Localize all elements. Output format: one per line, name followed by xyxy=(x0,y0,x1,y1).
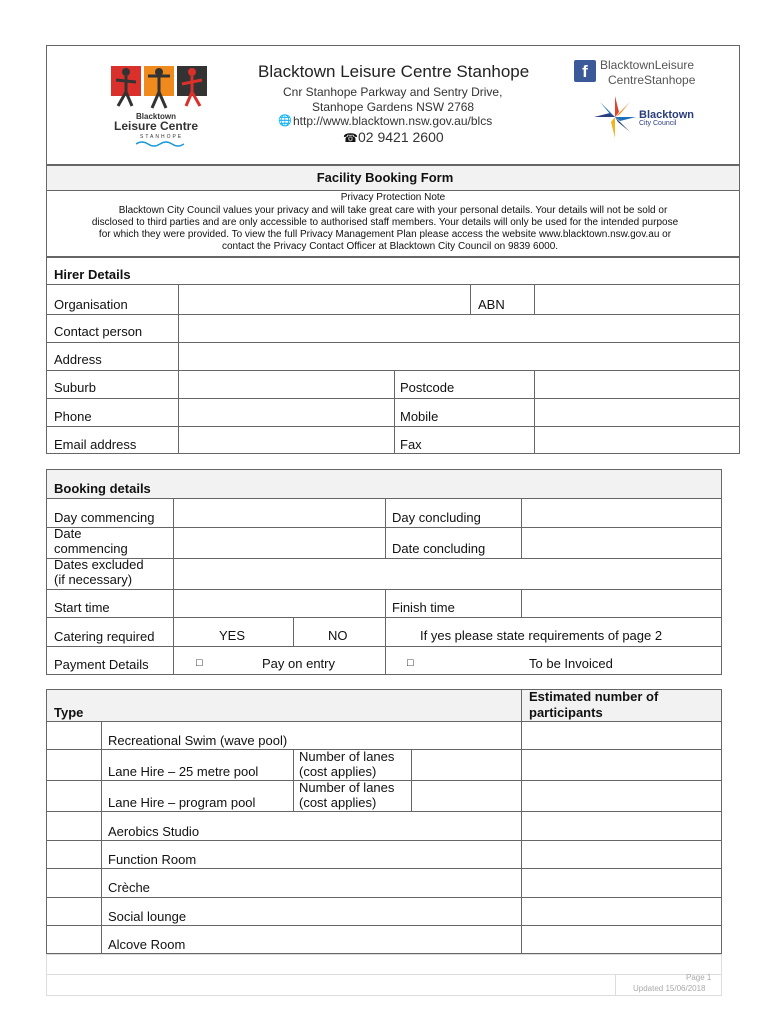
participants-function-room[interactable] xyxy=(522,841,721,868)
globe-icon: 🌐 xyxy=(278,115,292,127)
address-label: Address xyxy=(54,352,102,367)
date-commencing-label-1: Date xyxy=(54,526,82,541)
privacy-line-4: contact the Privacy Contact Officer at Blacktown City Council on 9839 6000. xyxy=(221,241,559,252)
lanes-label-program-1: Number of lanes xyxy=(299,780,395,795)
type-row-function-room: Function Room xyxy=(108,852,197,867)
type-row-aerobics: Aerobics Studio xyxy=(108,824,200,839)
start-time-label: Start time xyxy=(54,600,110,615)
privacy-line-3: for which they were provided. To view the full Privacy Management Plan please access the website www.blacktown.nsw.gov.au or xyxy=(98,229,672,240)
abn-field[interactable] xyxy=(535,285,739,314)
logo-line-2: Leisure Centre xyxy=(114,119,199,133)
day-concluding-label: Day concluding xyxy=(392,510,481,525)
type-select-creche[interactable] xyxy=(47,869,101,897)
pay-on-entry-label: Pay on entry xyxy=(262,656,335,671)
to-be-invoiced-checkbox[interactable]: □ xyxy=(407,657,414,669)
organisation-label: Organisation xyxy=(54,297,128,312)
contact-person-field[interactable] xyxy=(179,315,739,342)
logo-figures-icon xyxy=(108,62,210,114)
finish-time-field[interactable] xyxy=(522,590,721,617)
day-concluding-field[interactable] xyxy=(522,499,721,527)
participants-alcove-room[interactable] xyxy=(522,926,721,954)
payment-label: Payment Details xyxy=(54,657,149,672)
date-commencing-label-2: commencing xyxy=(54,541,128,556)
footer-divider xyxy=(46,974,722,975)
lanes-field-25[interactable] xyxy=(412,750,521,780)
privacy-line-2: disclosed to third parties and are only accessible to authorised staff members. Your details will only be used for the intended purpose xyxy=(91,217,679,228)
date-commencing-field[interactable] xyxy=(174,528,385,558)
dates-excluded-label-1: Dates excluded xyxy=(54,557,144,572)
email-label: Email address xyxy=(54,437,137,452)
council-name-1: Blacktown xyxy=(639,109,695,121)
mobile-field[interactable] xyxy=(535,399,739,426)
fax-label: Fax xyxy=(400,437,422,452)
lanes-label-25-1: Number of lanes xyxy=(299,749,395,764)
email-field[interactable] xyxy=(179,427,394,454)
logo-wave-icon xyxy=(136,140,184,148)
form-title: Facility Booking Form xyxy=(316,170,454,185)
footer-box xyxy=(46,954,722,996)
centre-address-2: Stanhope Gardens NSW 2768 xyxy=(312,100,475,114)
hirer-heading: Hirer Details xyxy=(54,267,131,282)
catering-note: If yes please state requirements of page 2 xyxy=(420,628,663,643)
logo-line-3: STANHOPE xyxy=(140,134,184,140)
type-select-lane-25[interactable] xyxy=(47,750,101,780)
day-commencing-field[interactable] xyxy=(174,499,385,527)
start-time-field[interactable] xyxy=(174,590,385,617)
postcode-label: Postcode xyxy=(400,380,455,395)
pay-on-entry-checkbox[interactable]: □ xyxy=(196,657,203,669)
council-name-2: City Council xyxy=(639,120,677,127)
centre-address-1: Cnr Stanhope Parkway and Sentry Drive, xyxy=(283,85,503,99)
dates-excluded-field[interactable] xyxy=(174,559,721,589)
type-row-alcove-room: Alcove Room xyxy=(108,937,186,952)
type-row-lane-program: Lane Hire – program pool xyxy=(108,795,256,810)
type-select-function-room[interactable] xyxy=(47,841,101,868)
type-select-swim[interactable] xyxy=(47,722,101,749)
estimated-participants-header-1: Estimated number of xyxy=(529,689,659,704)
participants-creche[interactable] xyxy=(522,869,721,897)
centre-url[interactable]: http://www.blacktown.nsw.gov.au/blcs xyxy=(293,114,493,128)
suburb-field[interactable] xyxy=(179,371,394,398)
abn-label: ABN xyxy=(478,297,505,312)
type-header: Type xyxy=(54,705,84,720)
catering-label: Catering required xyxy=(54,629,155,644)
catering-no-option[interactable]: NO xyxy=(328,628,348,643)
phone-label: Phone xyxy=(54,409,92,424)
date-concluding-field[interactable] xyxy=(522,528,721,558)
booking-heading: Booking details xyxy=(54,481,151,496)
type-row-lane-25: Lane Hire – 25 metre pool xyxy=(108,764,259,779)
footer-updated: Updated 15/06/2018 xyxy=(633,984,706,993)
footer-cell xyxy=(615,974,616,996)
type-select-aerobics[interactable] xyxy=(47,812,101,840)
type-row-creche: Crèche xyxy=(108,880,150,895)
participants-lane-program[interactable] xyxy=(522,781,721,811)
suburb-label: Suburb xyxy=(54,380,96,395)
organisation-field[interactable] xyxy=(179,285,469,314)
participants-swim[interactable] xyxy=(522,722,721,749)
to-be-invoiced-label: To be Invoiced xyxy=(529,656,613,671)
blacktown-council-star-icon xyxy=(592,94,638,140)
mobile-label: Mobile xyxy=(400,409,439,424)
address-field[interactable] xyxy=(179,343,739,370)
type-select-alcove-room[interactable] xyxy=(47,926,101,954)
fax-field[interactable] xyxy=(535,427,739,454)
phone-field[interactable] xyxy=(179,399,394,426)
postcode-field[interactable] xyxy=(535,371,739,398)
participants-social-lounge[interactable] xyxy=(522,898,721,925)
type-row-social-lounge: Social lounge xyxy=(108,909,187,924)
footer-page-number: Page 1 xyxy=(686,973,712,982)
phone-icon: ☎ xyxy=(343,131,358,145)
day-commencing-label: Day commencing xyxy=(54,510,155,525)
facebook-handle-2: CentreStanhope xyxy=(608,73,696,87)
privacy-title: Privacy Protection Note xyxy=(340,192,446,203)
logo-line-1: Blacktown xyxy=(136,112,177,121)
facebook-handle-1: BlacktownLeisure xyxy=(600,58,695,72)
blacktown-leisure-centre-logo xyxy=(108,62,210,150)
facebook-icon[interactable]: f xyxy=(574,60,596,82)
centre-title: Blacktown Leisure Centre Stanhope xyxy=(258,62,530,81)
lanes-field-program[interactable] xyxy=(412,781,521,811)
dates-excluded-label-2: (if necessary) xyxy=(54,572,133,587)
estimated-participants-header-2: participants xyxy=(529,705,603,720)
contact-person-label: Contact person xyxy=(54,324,143,339)
participants-lane-25[interactable] xyxy=(522,750,721,780)
privacy-line-1: Blacktown City Council values your privacy and will take great care with your personal details. Your details will not be sold or xyxy=(118,205,668,216)
centre-phone: 02 9421 2600 xyxy=(358,129,444,145)
type-select-lane-program[interactable] xyxy=(47,781,101,811)
date-concluding-label: Date concluding xyxy=(392,541,486,556)
lanes-label-program-2: (cost applies) xyxy=(299,795,377,810)
type-select-social-lounge[interactable] xyxy=(47,898,101,925)
catering-yes-option[interactable]: YES xyxy=(219,628,246,643)
finish-time-label: Finish time xyxy=(392,600,455,615)
lanes-label-25-2: (cost applies) xyxy=(299,764,377,779)
participants-aerobics[interactable] xyxy=(522,812,721,840)
type-row-swim: Recreational Swim (wave pool) xyxy=(108,733,288,748)
